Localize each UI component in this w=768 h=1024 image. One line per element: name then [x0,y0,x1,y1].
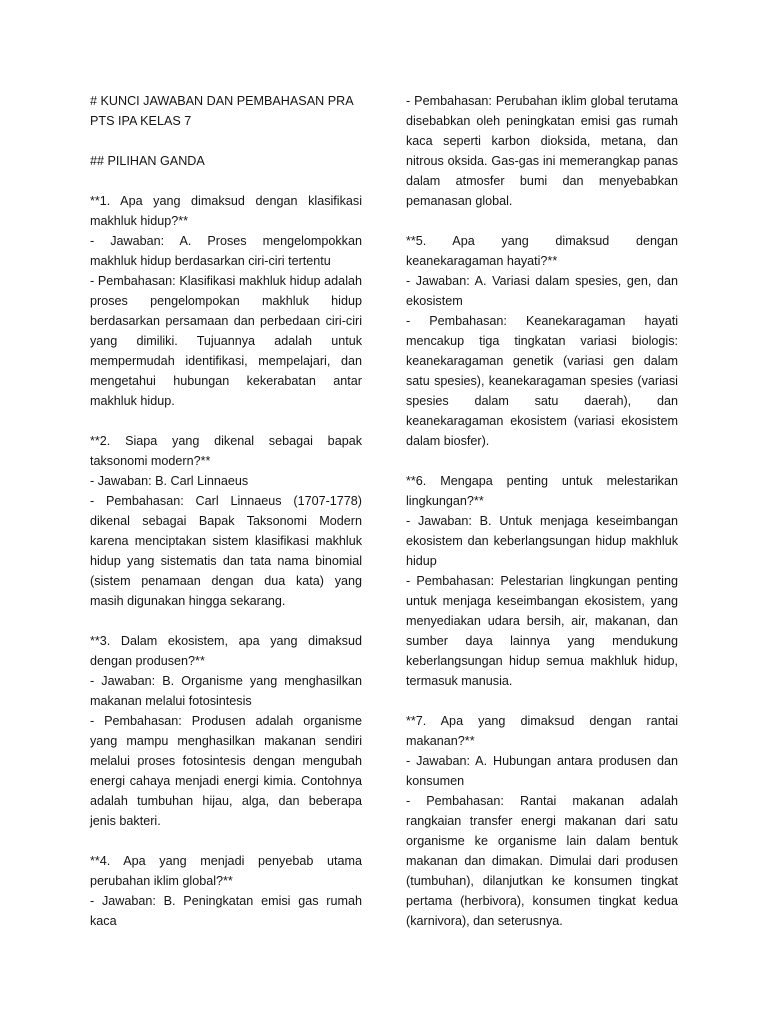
answer-text: - Jawaban: A. Hubungan antara produsen dan konsumen [406,754,678,788]
question-text: **4. Apa yang menjadi penyebab utama perubahan iklim global?** [90,854,362,888]
answer-text: - Jawaban: B. Carl Linnaeus [90,474,249,488]
answer-text: - Jawaban: B. Untuk menjaga keseimbangan ekosistem dan keberlangsungan hidup makhluk hidup [406,514,678,568]
question-2 [90,431,362,611]
question-5 [406,231,678,451]
explanation-text: - Pembahasan: Produsen adalah organisme yang mampu menghasilkan makanan sendiri melalui proses fotosintesis dengan mengubah energi cahaya menjadi energi kimia. Contohnya adalah tumbuhan hijau, alga, dan beberapa jenis bakteri. [90,714,362,828]
title-block [90,91,362,131]
explanation-text: - Pembahasan: Pelestarian lingkungan penting untuk menjaga keseimbangan ekosistem, yang menyediakan udara bersih, air, makanan, dan sumber daya lainnya yang mendukung keberlangsungan hidup semua makhluk hidup, termasuk manusia. [406,574,678,688]
question-text: **5. Apa yang dimaksud dengan keanekaragaman hayati?** [406,234,678,268]
question-4-continued [406,91,678,211]
explanation-text: - Pembahasan: Klasifikasi makhluk hidup adalah proses pengelompokan makhluk hidup berdasarkan persamaan dan perbedaan ciri-ciri yang dimiliki. Tujuannya adalah untuk mempermudah identifikasi, mempelajari, dan mengetahui hubungan kekerabatan antar makhluk hidup. [90,274,362,408]
section-block [90,151,362,171]
explanation-text: - Pembahasan: Perubahan iklim global terutama disebabkan oleh peningkatan emisi gas rumah kaca seperti karbon dioksida, metana, dan nitrous oksida. Gas-gas ini memerangkap panas dalam atmosfer bumi dan menyebabkan pemanasan global. [406,94,678,208]
section-heading: ## PILIHAN GANDA [90,154,205,168]
answer-text: - Jawaban: A. Proses mengelompokkan makhluk hidup berdasarkan ciri-ciri tertentu [90,234,362,268]
document-title: # KUNCI JAWABAN DAN PEMBAHASAN PRA PTS IPA KELAS 7 [90,94,353,128]
question-3 [90,631,362,831]
question-text: **1. Apa yang dimaksud dengan klasifikasi makhluk hidup?** [90,194,362,228]
question-text: **2. Siapa yang dikenal sebagai bapak taksonomi modern?** [90,434,362,468]
left-column [90,91,362,951]
answer-text: - Jawaban: A. Variasi dalam spesies, gen, dan ekosistem [406,274,678,308]
explanation-text: - Pembahasan: Carl Linnaeus (1707-1778) dikenal sebagai Bapak Taksonomi Modern karena menciptakan sistem klasifikasi makhluk hidup yang sistematis dan tata nama binomial (sistem penamaan dengan dua kata) yang masih digunakan hingga sekarang. [90,494,362,608]
answer-text: - Jawaban: B. Organisme yang menghasilkan makanan melalui fotosintesis [90,674,362,708]
question-7 [406,711,678,931]
right-column [406,91,678,951]
explanation-text: - Pembahasan: Keanekaragaman hayati mencakup tiga tingkatan variasi biologis: keanekaragaman genetik (variasi gen dalam satu spesies), keanekaragaman spesies (variasi spesies dalam satu daerah), dan keanekaragaman ekosistem (variasi ekosistem dalam biosfer). [406,314,678,448]
question-1 [90,191,362,411]
question-text: **7. Apa yang dimaksud dengan rantai makanan?** [406,714,678,748]
question-text: **3. Dalam ekosistem, apa yang dimaksud dengan produsen?** [90,634,362,668]
question-6 [406,471,678,691]
question-4 [90,851,362,931]
explanation-text: - Pembahasan: Rantai makanan adalah rangkaian transfer energi makanan dari satu organisme ke organisme lain dalam bentuk makanan dan dimakan. Dimulai dari produsen (tumbuhan), dilanjutkan ke konsumen tingkat pertama (herbivora), konsumen tingkat kedua (karnivora), dan seterusnya. [406,794,678,928]
question-text: **6. Mengapa penting untuk melestarikan lingkungan?** [406,474,678,508]
answer-text: - Jawaban: B. Peningkatan emisi gas rumah kaca [90,894,362,928]
